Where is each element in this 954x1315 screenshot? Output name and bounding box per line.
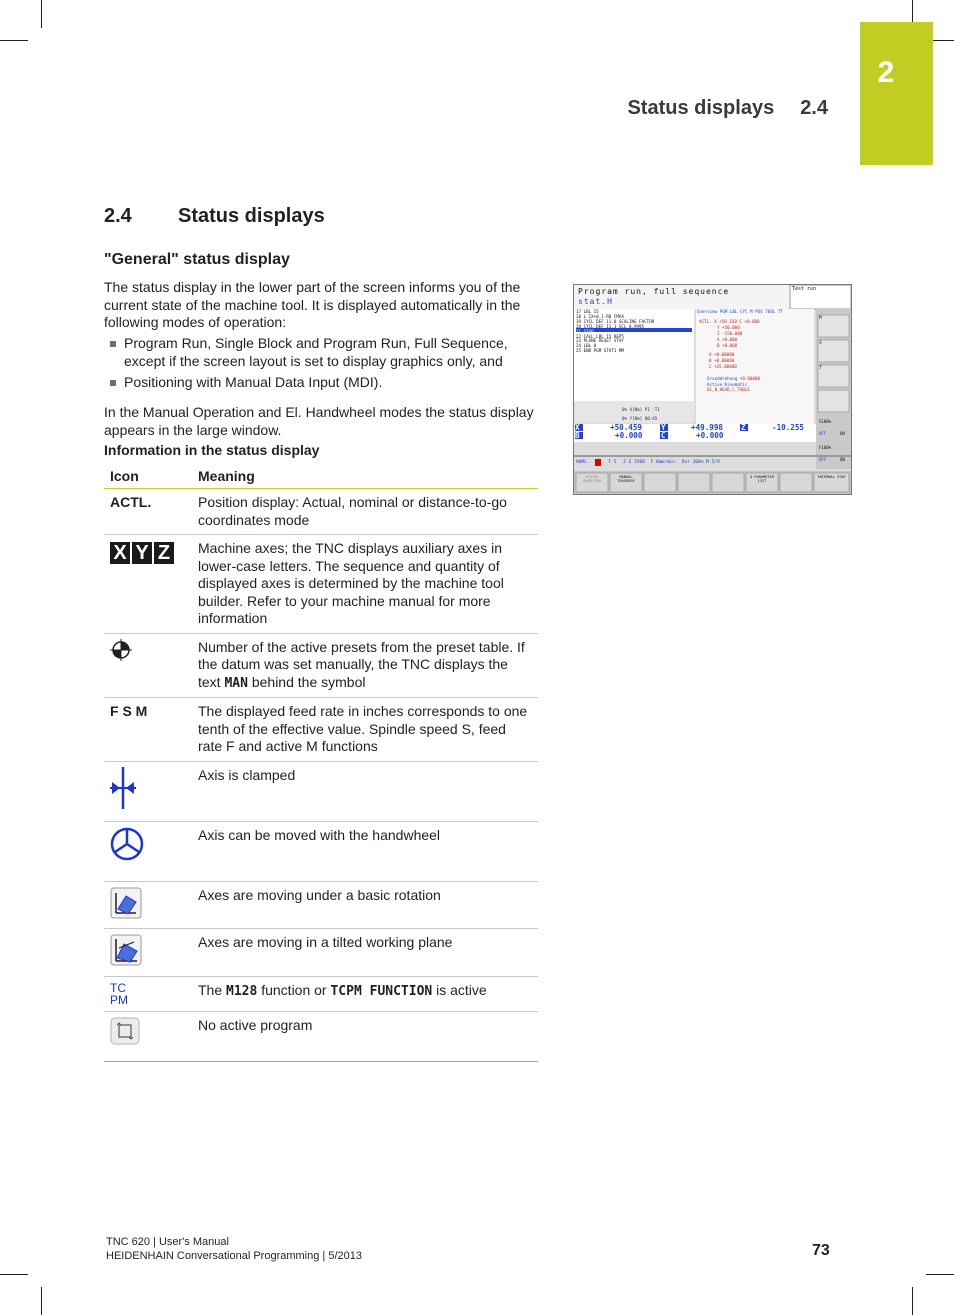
load-status: 0% X[Nm] P1 -T1 0% Y[Nm] 00:45: [622, 407, 660, 421]
program-line: 21 STOP: [576, 328, 594, 334]
tab-pgm[interactable]: PGM: [719, 309, 728, 314]
running-head: [627, 97, 828, 120]
program-line: 18 L IX+0.1 R0 FMAX: [576, 313, 624, 319]
table-row: [104, 821, 538, 881]
section-number: 2.4: [104, 205, 132, 227]
meaning-cell: Axis is clamped: [192, 761, 538, 821]
section-title: Status displays: [178, 205, 325, 227]
tcpm-icon: TC PM: [104, 976, 192, 1011]
meaning-cell: Position display: Actual, nominal or distance-to-go coordinates mode: [192, 489, 538, 535]
axis-box: Y: [132, 542, 152, 564]
footer-line: HEIDENHAIN Conversational Programming | 5/2013: [106, 1250, 362, 1262]
tab-lbl[interactable]: LBL: [729, 309, 738, 314]
tab-tool[interactable]: TOOL: [765, 309, 776, 314]
program-line: 20 CYCL DEF 11.1 SCL 0.9995: [576, 323, 645, 329]
code-text: MAN: [224, 675, 248, 691]
handwheel-icon: [110, 827, 144, 861]
side-label-t: T: [819, 366, 822, 371]
table-row: [104, 1011, 538, 1061]
table-row: [104, 881, 538, 929]
status-bar: NOML. T 5 Z S 2500 F 0mm/min Ovr 100% M 5/9: [576, 460, 720, 465]
intro-paragraph: The status display in the lower part of the screen informs you of the current state of the machine tool. It is displayed automatically in the following modes of operation:: [104, 279, 521, 330]
meaning-cell: Axis can be moved with the handwheel: [192, 821, 538, 881]
rotation-info: Grunddrehung +0.00000 Active Kinematic 01_B_HEAD_C_TABLE: [707, 376, 760, 392]
crop-mark: [0, 40, 28, 41]
position-readout: ACTL. X +50.150 C +0.000 Y +50.000 Z -150.000 A +0.000 B +0.000 A +0.00000 B +0.00000 C +25.00000: [699, 319, 760, 369]
side-label-s: S: [819, 341, 822, 346]
table-row: [104, 976, 538, 1011]
crop-mark: [912, 1287, 913, 1315]
axis-box: X: [110, 542, 130, 564]
off-label: OFF: [819, 431, 827, 436]
crop-mark: [41, 0, 42, 28]
side-label-m: M: [819, 316, 822, 321]
crop-mark: [41, 1287, 42, 1315]
list-item: Program Run, Single Block and Program Run, Full Sequence, except if the screen layout is set to display graphics only, and: [104, 335, 544, 370]
program-line: 22 CALL LBL 15 REP5: [576, 333, 624, 339]
icon-cell: F S M: [104, 698, 192, 762]
table-row: [104, 633, 538, 698]
softkey-internal-stop[interactable]: INTERNAL STOP: [817, 475, 846, 479]
code-text: TCPM FUNCTION: [330, 983, 433, 999]
code-text: M128: [226, 983, 258, 999]
basic-rotation-icon: [110, 887, 142, 919]
table-header-row: [104, 463, 538, 489]
off-label: OFF: [819, 457, 827, 462]
on-label: ON: [840, 457, 845, 462]
test-run-label: Test run: [792, 286, 817, 292]
footer: [106, 1235, 362, 1263]
section-heading: [104, 205, 325, 228]
feed-override: F100%: [819, 445, 832, 450]
meaning-cell: The displayed feed rate in inches corresponds to one tenth of the effective value. Spindle speed S, feed rate F and active M functions: [192, 698, 538, 762]
program-line: 25 END PGM STAT1 MM: [576, 348, 624, 354]
axis-box: Z: [154, 542, 174, 564]
program-line: 23 PLANE RESET STAY: [576, 338, 624, 344]
tab-m[interactable]: M: [750, 309, 753, 314]
screenshot-subtitle: stat.H: [578, 297, 613, 306]
program-line: 24 LBL 0: [576, 343, 597, 349]
table-row: [104, 761, 538, 821]
meaning-cell: Number of the active presets from the preset table. If the datum was set manually, the TNC displays the text MAN behind the symbol: [192, 633, 538, 698]
tab-overview[interactable]: Overview: [697, 309, 718, 314]
meaning-cell: Axes are moving under a basic rotation: [192, 881, 538, 929]
running-head-number: 2.4: [800, 97, 828, 119]
list-item: Positioning with Manual Data Input (MDI).: [104, 374, 544, 392]
program-line: 19 CYCL DEF 11.0 SCALING FACTOR: [576, 318, 655, 324]
softkey-q-parameter-list[interactable]: Q PARAMETER LIST: [750, 475, 774, 484]
manual-note: In the Manual Operation and El. Handwheel modes the status display appears in the large window.: [104, 404, 534, 438]
meaning-cell: Axes are moving in a tilted working plane: [192, 929, 538, 977]
program-listing: [576, 310, 654, 354]
mode-list: [104, 335, 544, 396]
chapter-tab: [860, 22, 933, 165]
table-row: [104, 489, 538, 535]
footer-line: TNC 620 | User's Manual: [106, 1236, 229, 1248]
meaning-cell: No active program: [192, 1011, 538, 1061]
chapter-number: 2: [877, 56, 895, 89]
table-row: [104, 929, 538, 977]
meaning-cell: The M128 function or TCPM FUNCTION is active: [192, 976, 538, 1011]
screenshot-title: Program run, full sequence: [578, 287, 730, 296]
preset-datum-icon: [110, 639, 132, 661]
column-header: Meaning: [192, 463, 538, 489]
column-header: Icon: [104, 463, 192, 489]
meaning-cell: Machine axes; the TNC displays auxiliary axes in lower-case letters. The sequence and quantity of displayed axes is determined by the machine tool builder. Refer to your machine manual for more information: [192, 535, 538, 634]
tab-tt[interactable]: TT: [777, 309, 783, 314]
program-line: 17 LBL 15: [576, 309, 599, 314]
table-caption: Information in the status display: [104, 442, 320, 458]
tilted-plane-icon: [110, 934, 142, 966]
spindle-override: S100%: [819, 419, 832, 424]
tnc-screenshot: Program run, full sequence stat.H Test run 17 LBL 15 18 L IX+0.1 R0 FMAX 19 CYCL DEF 11.0 SCALING FACTOR 20 CYCL DEF 11.1 SCL 0.9995 21 STOP 22 CALL LBL 15 REP5 23 PLANE RESET STAY 24 LBL 0 25 END PGM STAT1 MM Overview PGM LBL CYC M POS TOOL TT ACTL. X +50.150 C +0.000 Y +50.000 Z -150.000 A +0.000 B +0.000 A +0.00000 B +0.00000 C +25.00000 Grunddrehung +0.00000 Active Kinematic 01_B_HEAD_C_TABLE 0% X[Nm] P1 -T1 0% Y[Nm] 00:45 X +50.459 Y +49.998 Z -10.255 B +0.000 C +0.000 NOML. T 5 Z S 2500 F 0mm/min Ovr 100% M 5/9 M S T S100% OFF ON F100% OFF ON STATUS OVERVIEW MANUAL TRAVERSE Q PARAMETER LIST INTERNAL STOP: [573, 284, 852, 495]
softkey-status-overview[interactable]: STATUS OVERVIEW: [583, 475, 601, 484]
page-number: 73: [812, 1242, 830, 1259]
tab-cyc[interactable]: CYC: [739, 309, 748, 314]
crop-mark: [0, 1274, 28, 1275]
icon-cell: ACTL.: [104, 489, 192, 535]
status-info-table: [104, 463, 538, 1062]
status-tabs: [697, 309, 783, 314]
subsection-heading: "General" status display: [104, 251, 290, 268]
no-active-program-icon: [110, 1017, 140, 1045]
table-row: [104, 698, 538, 762]
tab-pos[interactable]: POS: [755, 309, 763, 314]
crop-mark: [926, 1274, 954, 1275]
running-head-title: Status displays: [627, 97, 775, 119]
on-label: ON: [840, 431, 845, 436]
softkey-manual-traverse[interactable]: MANUAL TRAVERSE: [617, 475, 635, 484]
table-row: [104, 535, 538, 634]
xyz-axes-icon: [104, 535, 192, 634]
axis-clamped-icon: [110, 767, 136, 809]
